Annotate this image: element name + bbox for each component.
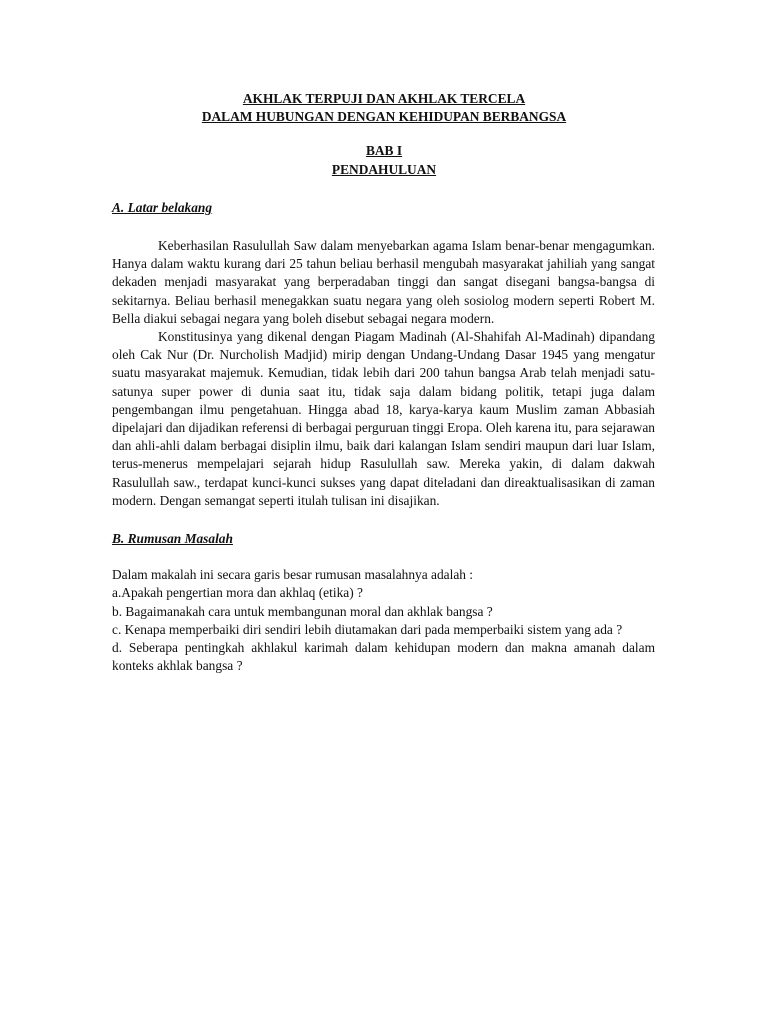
list-item: d. Seberapa pentingkah akhlakul karimah dalam kehidupan modern dan makna amanah dalam konteks akhlak bangsa ? xyxy=(112,640,655,674)
list-item: c. Kenapa memperbaiki diri sendiri lebih diutamakan dari pada memperbaiki sistem yang ada ? xyxy=(112,621,623,637)
title-line-1: AKHLAK TERPUJI DAN AKHLAK TERCELA xyxy=(242,91,526,106)
paragraph: Konstitusinya yang dikenal dengan Piagam Madinah (Al-Shahifah Al-Madinah) dipandang oleh Cak Nur (Dr. Nurcholish Madjid) mirip dengan Undang-Undang Dasar 1945 yang mengatur suatu masyarakat majemuk. Kemudian, tidak lebih dari 200 tahun bangsa Arab telah menjadi satu-satunya super power di dunia saat itu, tidak saja dalam bidang politik, tetapi juga dalam pengembangan ilmu pengetahuan. Hingga abad 18, karya-karya kaum Muslim zaman Abbasiah dipelajari dan dijadikan referensi di berbagai perguruan tinggi Eropa. Oleh karena itu, para sejarawan dan ahli-ahli dalam berbagai disiplin ilmu, baik dari kalangan Islam sendiri maupun dari luar Islam, terus-menerus mempelajari sejarah hidup Rasulullah saw. Mereka yakin, di dalam dakwah Rasulullah saw., terdapat kunci-kunci sukses yang dapat diteladani dan direaktualisasikan di zaman modern. Dengan semangat seperti itulah tulisan ini disajikan. xyxy=(112,329,655,508)
chapter-heading xyxy=(0,142,768,178)
document-title xyxy=(0,90,768,126)
section-a-heading: A. Latar belakang xyxy=(112,199,213,215)
section-a-body xyxy=(112,237,655,510)
problem-list xyxy=(112,566,655,675)
list-item: a.Apakah pengertian mora dan akhlaq (etika) ? xyxy=(112,585,363,601)
list-item: b. Bagaimanakah cara untuk membangunan moral dan akhlak bangsa ? xyxy=(112,603,493,619)
section-b-heading: B. Rumusan Masalah xyxy=(112,531,233,547)
title-line-2: DALAM HUBUNGAN DENGAN KEHIDUPAN BERBANGSA xyxy=(201,109,567,125)
chapter-title: PENDAHULUAN xyxy=(331,161,437,177)
list-intro: Dalam makalah ini secara garis besar rumusan masalahnya adalah : xyxy=(112,567,474,583)
paragraph: Keberhasilan Rasulullah Saw dalam menyebarkan agama Islam benar-benar mengagumkan. Hanya dalam waktu kurang dari 25 tahun beliau berhasil mengubah masyarakat jahiliah yang sangat dekaden menjadi masyarakat yang berperadaban tinggi dan sangat disegani bangsa-bangsa di sekitarnya. Beliau berhasil menegakkan suatu negara yang oleh sosiolog modern seperti Robert M. Bella diakui sebagai negara yang boleh disebut sebagai negara modern. xyxy=(112,238,655,326)
chapter-number: BAB I xyxy=(365,143,403,159)
